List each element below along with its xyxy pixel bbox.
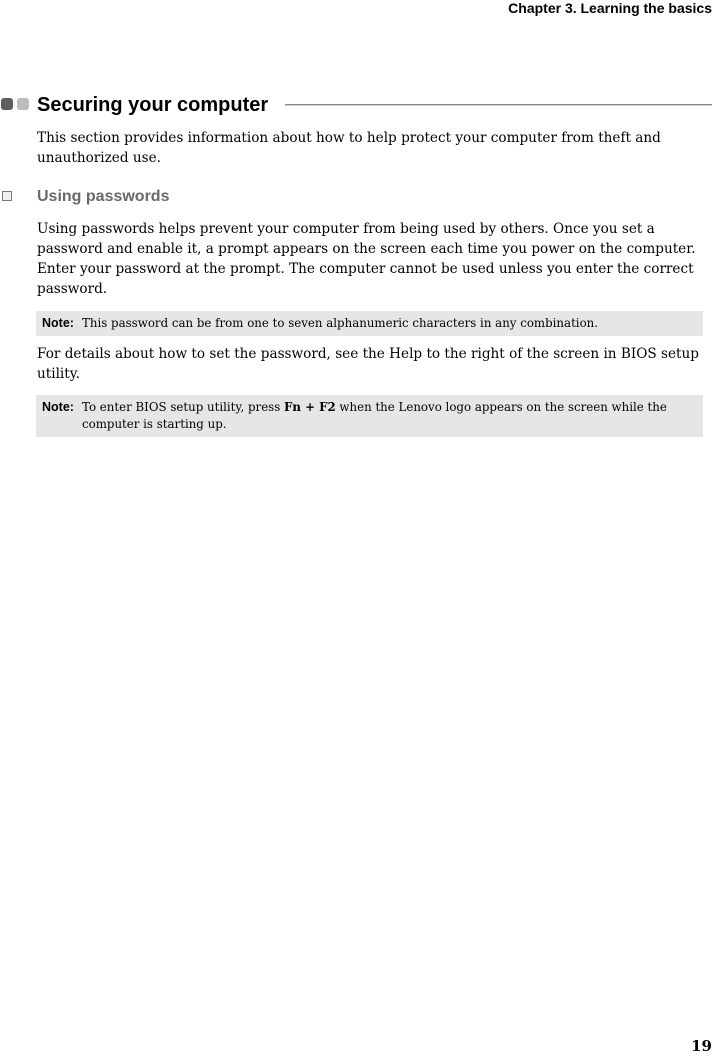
subsection-bullet-icon — [2, 191, 12, 201]
section-title: Securing your computer — [37, 94, 269, 116]
heading-bullet-dark-icon — [1, 98, 13, 110]
bios-help-paragraph: For details about how to set the password, see the Help to the right of the screen in BIOS setup utility. — [37, 346, 699, 382]
subsection-title: Using passwords — [37, 188, 170, 205]
note-box-bios-key — [36, 395, 703, 437]
note-label: Note: — [42, 400, 74, 414]
heading-bullet-light-icon — [17, 98, 29, 110]
note-box-password-length — [36, 311, 703, 336]
running-header: Chapter 3. Learning the basics — [508, 0, 712, 16]
note-text: This password can be from one to seven alphanumeric characters in any combination. — [82, 316, 599, 330]
section-heading — [0, 92, 714, 118]
note-text-before: To enter BIOS setup utility, press — [82, 400, 285, 414]
note-label: Note: — [42, 316, 74, 330]
page-number: 19 — [691, 1037, 712, 1055]
note-text-after: when the Lenovo logo appears on the screen while the computer is starting up. — [82, 400, 667, 431]
key-combination: Fn + F2 — [284, 400, 336, 414]
section-intro: This section provides information about how to help protect your computer from theft and unauthorized use. — [37, 130, 661, 166]
passwords-paragraph: Using passwords helps prevent your computer from being used by others. Once you set a password and enable it, a prompt appears on the screen each time you power on the computer. Enter your password at the prompt. The computer cannot be used unless you enter the correct password. — [37, 221, 696, 297]
subsection-heading — [0, 186, 714, 208]
heading-rule — [285, 104, 712, 106]
